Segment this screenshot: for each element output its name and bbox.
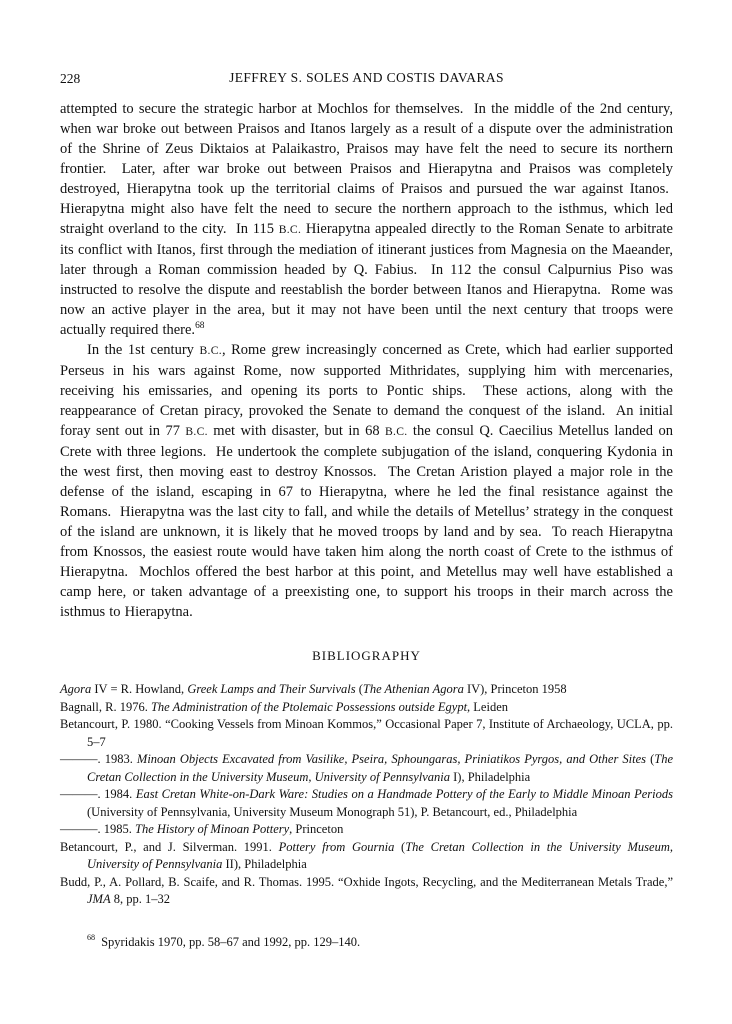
footnote bbox=[60, 935, 673, 950]
text-segment: In the 1st century bbox=[87, 342, 200, 358]
bibliography-entry bbox=[60, 874, 673, 909]
text-segment: Pottery from Gournia bbox=[278, 839, 395, 854]
text-segment: The Administration of the Ptolemaic Possessions outside Egypt bbox=[150, 699, 468, 714]
text-segment: IV), Princeton 1958 bbox=[463, 682, 567, 696]
text-segment: ———. 1985. bbox=[60, 822, 135, 836]
bibliography-entry bbox=[60, 751, 673, 786]
text-segment: B.C. bbox=[278, 223, 302, 236]
bibliography-entry bbox=[60, 716, 673, 751]
text-segment: The History of Minoan Pottery bbox=[135, 822, 290, 836]
text-segment: , Princeton bbox=[289, 822, 344, 836]
text-segment: IV = R. Howland, bbox=[91, 682, 188, 696]
text-segment: ———. 1984. bbox=[60, 787, 136, 801]
text-segment: B.C. bbox=[385, 425, 408, 438]
bibliography-entry bbox=[60, 821, 673, 839]
text-segment: ( bbox=[394, 839, 406, 854]
body-paragraph bbox=[60, 340, 673, 622]
text-segment: B.C. bbox=[199, 344, 222, 357]
text-segment: Bagnall, R. 1976. bbox=[60, 699, 151, 714]
footnote-text: Spyridakis 1970, pp. 58–67 and 1992, pp. 129–140. bbox=[101, 934, 361, 949]
text-segment: Betancourt, P. 1980. “Cooking Vessels from Minoan Kommos,” Occasional Paper 7, Institute of Archaeology, UCLA, pp. 5–7 bbox=[60, 717, 673, 749]
text-segment: met with disaster, but in 68 bbox=[207, 423, 386, 439]
text-segment: ———. 1983. bbox=[60, 752, 137, 766]
text-segment: Greek Lamps and Their Survivals bbox=[187, 682, 356, 696]
text-segment: the consul Q. Caecilius Metellus landed on Crete with three legions. He undertook the complete subjugation of the island, conquering Kydonia in the west first, then moving east to destroy Knossos. The Cretan Aristion played a major role in the defense of the island, escaping in 67 to Hierapytna, where he led the final resistance against the Romans. Hierapytna was the last city to fall, and while the details of Metellus’ strategy in the conquest of the island are unknown, it is likely that he moved troops by land and by sea. To reach Hierapytna from Knossos, the easiest route would have taken him along the north coast of Crete to the isthmus of Hierapytna. Mochlos offered the best harbor at this point, and Metellus may well have established a camp here, or taken advantage of a preexisting one, to support his troops in their march across the isthmus to Hierapytna. bbox=[60, 423, 673, 620]
text-segment: The Cretan Collection in the University Museum, University of Pennsylvania bbox=[87, 839, 673, 871]
text-segment: , Rome grew increasingly concerned as Crete, which had earlier supported Perseus in his wars against Rome, now supported Mithridates, supplying him with mercenaries, receiving his emissaries, and opening its ports to Pontic ships. These actions, along with the reappearance of Cretan piracy, provoked the Senate to demand the conquest of the island. An initial foray sent out in 77 bbox=[60, 342, 673, 439]
text-segment: East Cretan White-on-Dark Ware: Studies on a Handmade Pottery of the Early to Middle Minoan Periods bbox=[135, 787, 673, 801]
text-segment: Betancourt, P., and J. Silverman. 1991. bbox=[60, 839, 279, 854]
bibliography-entry bbox=[60, 786, 673, 821]
footnote-number: 68 bbox=[87, 933, 96, 943]
text-segment: attempted to secure the strategic harbor at Mochlos for themselves. In the middle of the 2nd century, when war broke out between Praisos and Itanos largely as a result of a dispute over the administration of the Shrine of Zeus Diktaios at Palaikastro, Praisos may have felt the need to secure its northern frontier. Later, after war broke out between Praisos and Hierapytna and Praisos was completely destroyed, Hierapytna took up the territorial claims of Praisos and pursued the war against Itanos. Hierapytna might also have felt the need to secure the northern approach to the isthmus, which led straight overland to the city. In 115 bbox=[60, 101, 673, 237]
text-segment: Minoan Objects Excavated from Vasilike, Pseira, Sphoungaras, Priniatikos Pyrgos, and Other Sites bbox=[136, 752, 647, 766]
bibliography-entry bbox=[60, 681, 673, 699]
text-segment: The Cretan Collection in the University Museum, University of Pennsylvania bbox=[87, 752, 674, 784]
body-paragraph bbox=[60, 99, 673, 340]
text-segment: 8, pp. 1–32 bbox=[110, 892, 170, 906]
page-header bbox=[60, 70, 673, 86]
text-segment: ( bbox=[646, 752, 655, 766]
footnote-reference: 68 bbox=[195, 321, 205, 332]
text-segment: Budd, P., A. Pollard, B. Scaife, and R. Thomas. 1995. “Oxhide Ingots, Recycling, and the Mediterranean Metals Trade,” bbox=[60, 874, 673, 889]
bibliography-entry bbox=[60, 839, 673, 874]
bibliography-list bbox=[60, 681, 673, 909]
text-segment: II), Philadelphia bbox=[222, 857, 307, 871]
text-segment: B.C. bbox=[185, 425, 208, 438]
text-segment: JMA bbox=[87, 892, 111, 906]
text-segment: The Athenian Agora bbox=[362, 682, 464, 696]
text-segment: Hierapytna appealed directly to the Roman Senate to arbitrate its conflict with Itanos, first through the mediation of itinerant justices from Magnesia on the Maeander, later through a Roman commission headed by Q. Fabius. In 112 the consul Calpurnius Piso was instructed to resolve the dispute and reestablish the border between Itanos and Hierapytna. Rome was now an active player in the area, but it may not have been until the next century that troops were actually required there. bbox=[60, 221, 673, 338]
text-segment: I), Philadelphia bbox=[450, 769, 531, 784]
article-body bbox=[60, 99, 673, 622]
text-segment: ( bbox=[355, 682, 363, 696]
text-segment: (University of Pennsylvania, University Museum Monograph 51), P. Betancourt, ed., Philadelphia bbox=[87, 804, 578, 819]
bibliography-heading: BIBLIOGRAPHY bbox=[312, 648, 421, 663]
page-number: 228 bbox=[60, 71, 81, 86]
running-head: JEFFREY S. SOLES AND COSTIS DAVARAS bbox=[229, 70, 504, 85]
bibliography-entry bbox=[60, 699, 673, 717]
text-segment: Agora bbox=[60, 682, 92, 696]
text-segment: , Leiden bbox=[467, 699, 509, 714]
